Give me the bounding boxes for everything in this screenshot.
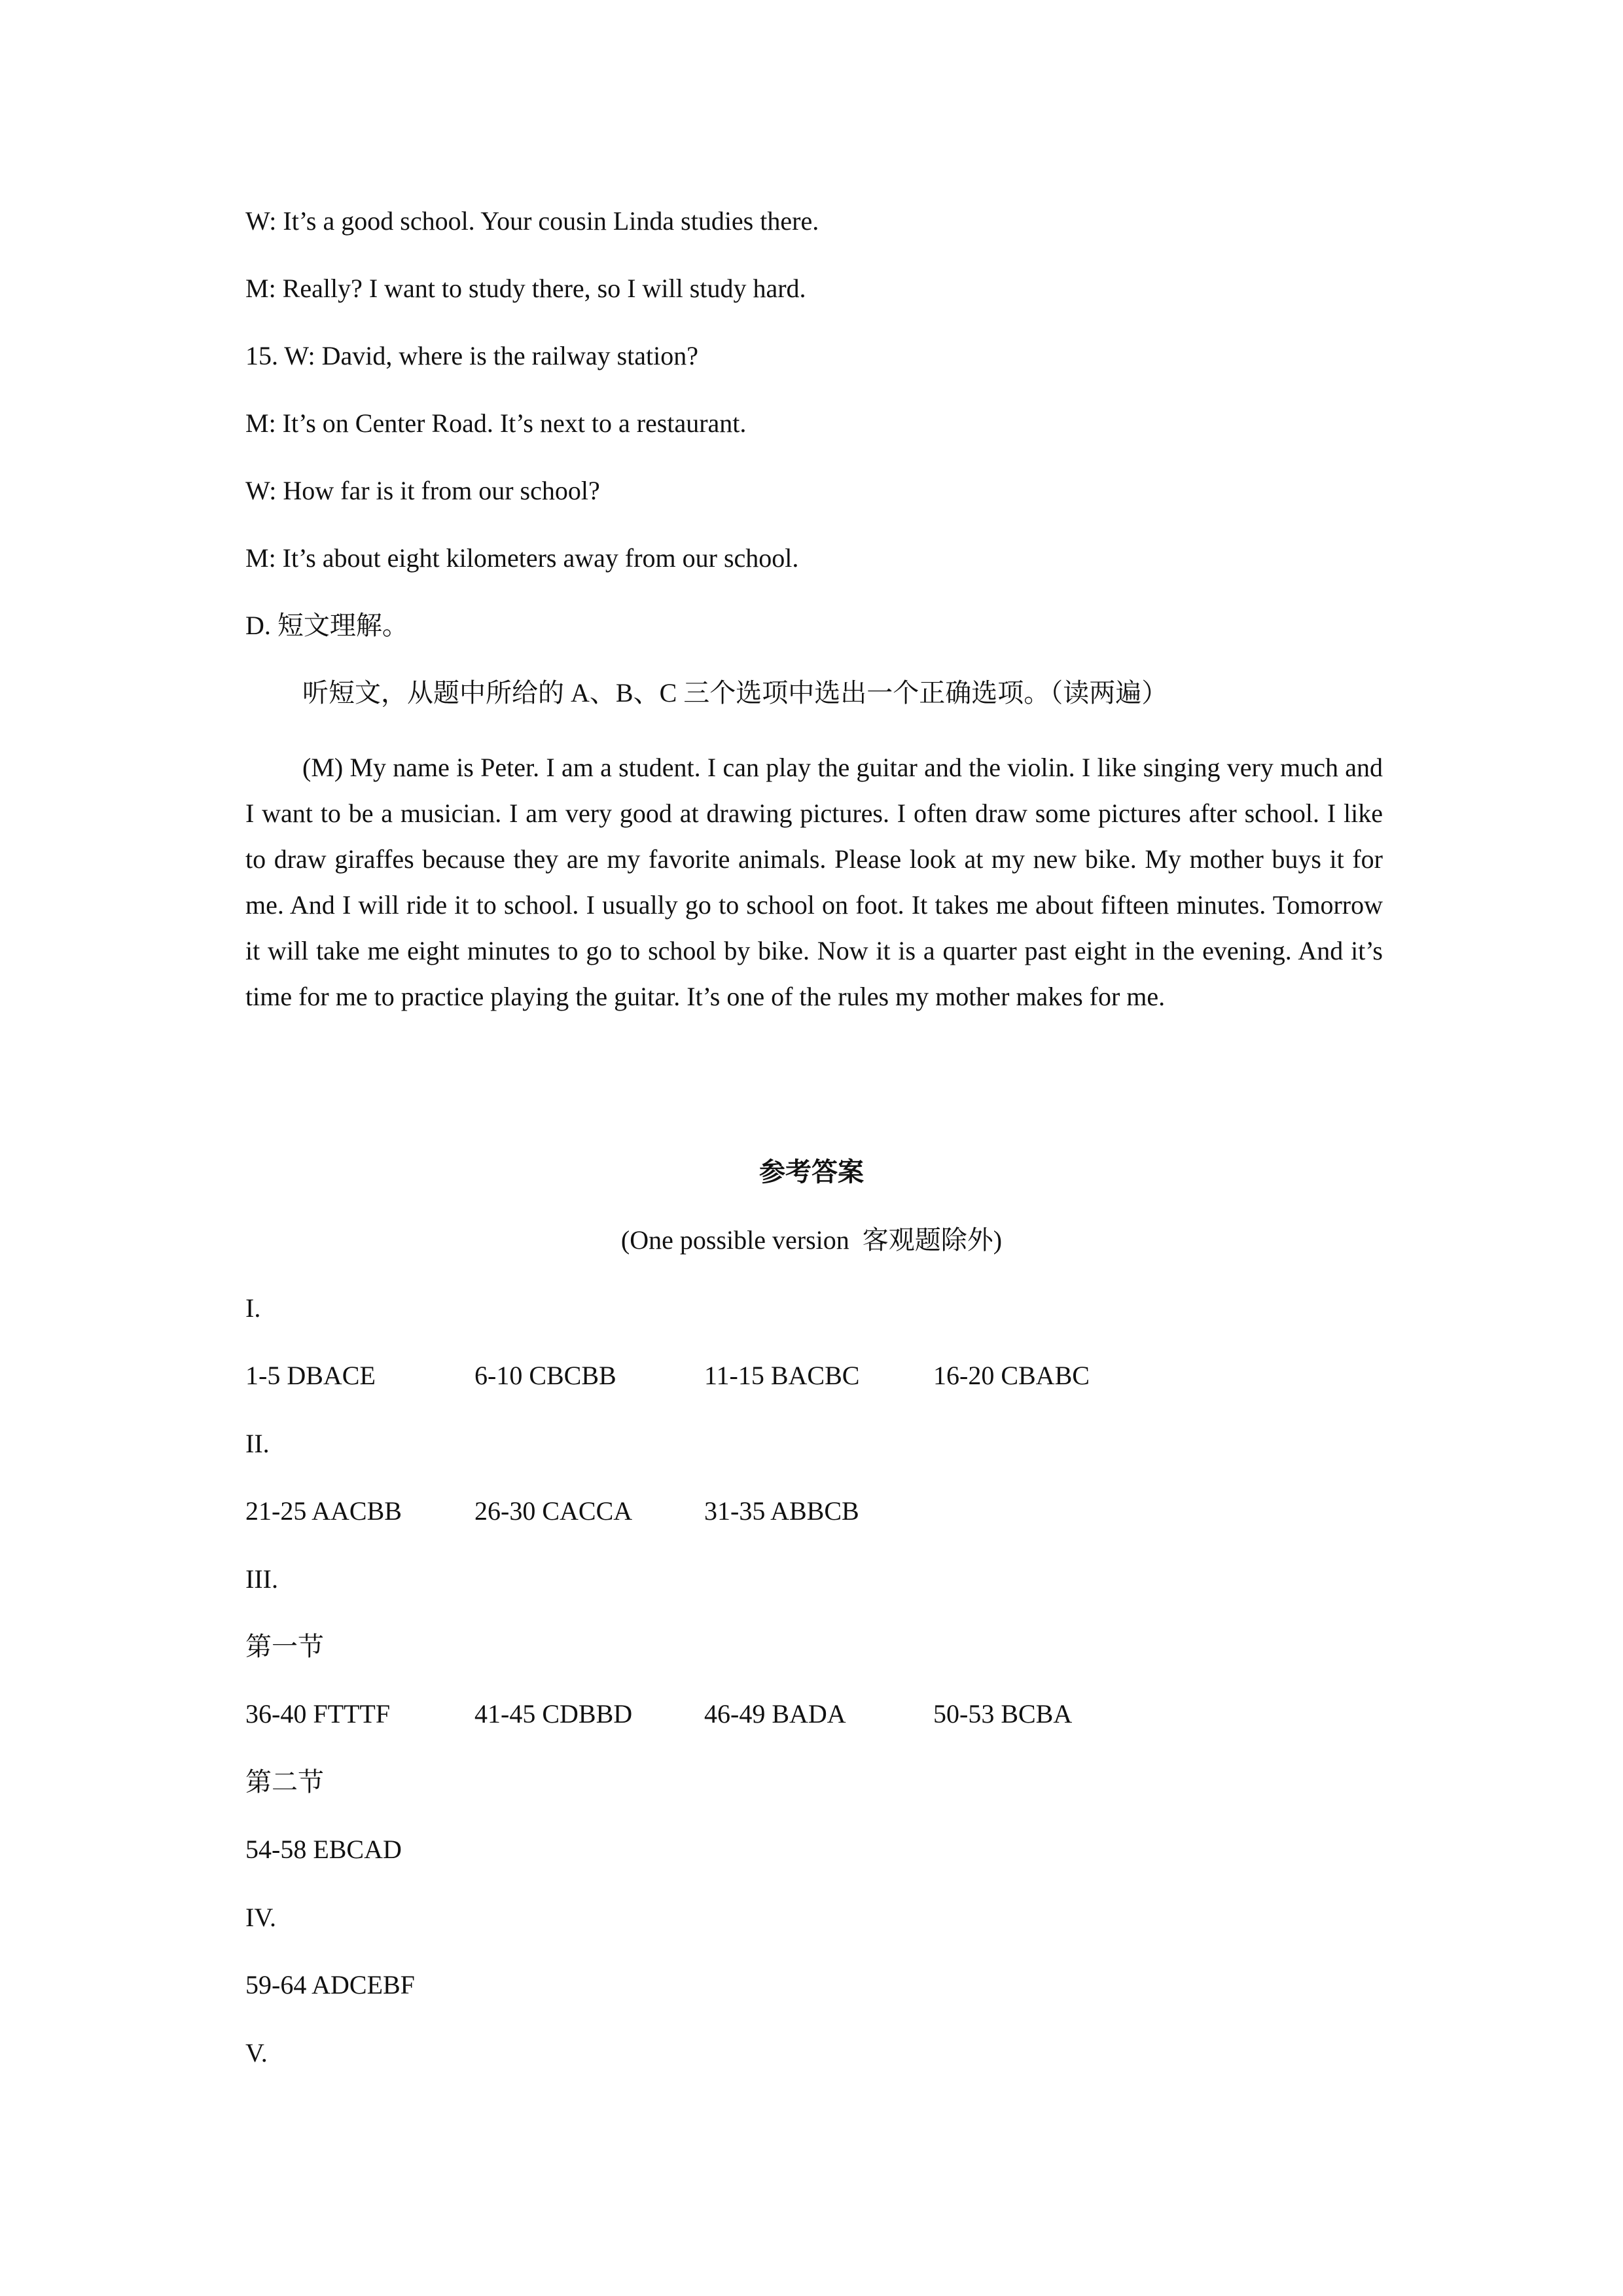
dialogue-line: 15. W: David, where is the railway station? xyxy=(245,341,699,370)
dialogue-line: M: It’s on Center Road. It’s next to a restaurant. xyxy=(245,408,747,438)
part-label: III. xyxy=(245,1564,278,1594)
answer-group: 6-10 CBCBB xyxy=(474,1361,616,1390)
answer-group: 36-40 FTTTF xyxy=(245,1699,391,1729)
dialogue-line: W: It’s a good school. Your cousin Linda studies there. xyxy=(245,206,819,236)
answer-group: 59-64 ADCEBF xyxy=(245,1970,415,2000)
section-d-passage: (M) My name is Peter. I am a student. I can play the guitar and the violin. I like singing very much and I want to be a musician. I am very good at drawing pictures. I often draw some pictures after school. I like to draw giraffes because they are my favorite animals. Please look at my new bike. My mother buys it for me. And I will ride it to school. I usually go to school on foot. It takes me about fifteen minutes. Tomorrow it will take me eight minutes to go to school by bike. Now it is a quarter past eight in the evening. And it’s time for me to practice playing the guitar. It’s one of the rules my mother makes for me. xyxy=(245,753,1383,1011)
answer-group: 41-45 CDBBD xyxy=(474,1699,633,1729)
answer-group: 26-30 CACCA xyxy=(474,1496,633,1526)
part-label: IV. xyxy=(245,1903,277,1932)
dialogue-line: M: Really? I want to study there, so I will study hard. xyxy=(245,274,806,303)
answer-key-title: 参考答案 xyxy=(759,1157,864,1187)
section-d-heading: D. 短文理解。 xyxy=(245,611,408,640)
answer-group: 50-53 BCBA xyxy=(933,1699,1073,1729)
part-label: II. xyxy=(245,1429,270,1458)
section-label: 第一节 xyxy=(245,1632,324,1661)
part-label: I. xyxy=(245,1293,261,1323)
answer-group: 1-5 DBACE xyxy=(245,1361,376,1390)
answer-group: 11-15 BACBC xyxy=(704,1361,860,1390)
answer-group: 54-58 EBCAD xyxy=(245,1835,402,1864)
answer-key-subtitle: (One possible version 客观题除外) xyxy=(620,1225,1003,1255)
answer-group: 46-49 BADA xyxy=(704,1699,846,1729)
dialogue-line: M: It’s about eight kilometers away from our school. xyxy=(245,543,799,573)
section-label: 第二节 xyxy=(245,1767,324,1797)
answer-group: 21-25 AACBB xyxy=(245,1496,402,1526)
dialogue-line: W: How far is it from our school? xyxy=(245,476,600,505)
section-d-instruction: 听短文，从题中所给的 A、B、C 三个选项中选出一个正确选项。（读两遍） xyxy=(302,678,1168,708)
part-label: V. xyxy=(245,2038,268,2068)
answer-group: 31-35 ABBCB xyxy=(704,1496,859,1526)
answer-group: 16-20 CBABC xyxy=(933,1361,1090,1390)
